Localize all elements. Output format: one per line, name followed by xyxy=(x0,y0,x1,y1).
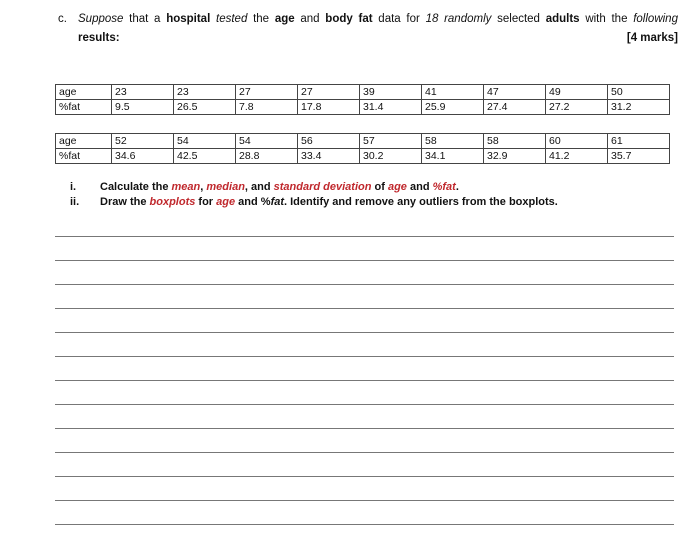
table-cell: 58 xyxy=(422,134,484,149)
answer-line[interactable] xyxy=(55,236,674,237)
table-cell: 9.5 xyxy=(112,100,174,115)
table-cell: 26.5 xyxy=(174,100,236,115)
answer-line[interactable] xyxy=(55,284,674,285)
table-cell: 50 xyxy=(608,85,670,100)
table-cell: 60 xyxy=(546,134,608,149)
answer-line[interactable] xyxy=(55,404,674,405)
table-cell: 31.4 xyxy=(360,100,422,115)
question-text-line2: results: [4 marks] xyxy=(78,29,678,48)
table-cell: 41.2 xyxy=(546,149,608,164)
table-cell: 23 xyxy=(112,85,174,100)
table-cell: 57 xyxy=(360,134,422,149)
table-cell: 30.2 xyxy=(360,149,422,164)
row-header: age xyxy=(56,85,112,100)
table-cell: 61 xyxy=(608,134,670,149)
table-row-age xyxy=(56,85,670,100)
marks-label: [4 marks] xyxy=(626,32,678,44)
table-cell: 17.8 xyxy=(298,100,360,115)
table-cell: 23 xyxy=(174,85,236,100)
task-text: Calculate the mean, median, and standard deviation of age and %fat. xyxy=(100,181,459,193)
task-list xyxy=(70,180,558,210)
question-c xyxy=(58,10,678,48)
table-cell: 7.8 xyxy=(236,100,298,115)
table-cell: 56 xyxy=(298,134,360,149)
table-cell: 54 xyxy=(236,134,298,149)
answer-line[interactable] xyxy=(55,428,674,429)
answer-line[interactable] xyxy=(55,308,674,309)
task-item xyxy=(70,195,558,210)
table-cell: 39 xyxy=(360,85,422,100)
table-cell: 27.4 xyxy=(484,100,546,115)
table-row-fat xyxy=(56,149,670,164)
data-table-1 xyxy=(55,84,670,115)
table-cell: 34.6 xyxy=(112,149,174,164)
table-cell: 49 xyxy=(546,85,608,100)
table-cell: 47 xyxy=(484,85,546,100)
question-text-line1: Suppose that a hospital tested the age and body fat data for 18 randomly selected adults with the following xyxy=(78,13,678,25)
table-cell: 41 xyxy=(422,85,484,100)
table-cell: 35.7 xyxy=(608,149,670,164)
table-cell: 25.9 xyxy=(422,100,484,115)
question-label: c. xyxy=(58,13,67,25)
answer-line[interactable] xyxy=(55,332,674,333)
task-number: i. xyxy=(70,181,77,193)
table-cell: 58 xyxy=(484,134,546,149)
row-header: %fat xyxy=(56,149,112,164)
answer-line[interactable] xyxy=(55,500,674,501)
table-cell: 28.8 xyxy=(236,149,298,164)
task-item xyxy=(70,180,558,195)
table-cell: 42.5 xyxy=(174,149,236,164)
answer-line[interactable] xyxy=(55,380,674,381)
row-header: age xyxy=(56,134,112,149)
row-header: %fat xyxy=(56,100,112,115)
table-row-fat xyxy=(56,100,670,115)
table-cell: 27 xyxy=(236,85,298,100)
table-cell: 27 xyxy=(298,85,360,100)
answer-line[interactable] xyxy=(55,452,674,453)
table-cell: 52 xyxy=(112,134,174,149)
table-cell: 34.1 xyxy=(422,149,484,164)
answer-line[interactable] xyxy=(55,356,674,357)
table-cell: 33.4 xyxy=(298,149,360,164)
answer-line[interactable] xyxy=(55,260,674,261)
table-cell: 54 xyxy=(174,134,236,149)
table-cell: 27.2 xyxy=(546,100,608,115)
table-cell: 32.9 xyxy=(484,149,546,164)
task-text: Draw the boxplots for age and %fat. Identify and remove any outliers from the boxplots. xyxy=(100,196,558,208)
answer-line[interactable] xyxy=(55,476,674,477)
answer-line[interactable] xyxy=(55,524,674,525)
task-number: ii. xyxy=(70,196,80,208)
table-row-age xyxy=(56,134,670,149)
table-cell: 31.2 xyxy=(608,100,670,115)
data-table-2 xyxy=(55,133,670,164)
